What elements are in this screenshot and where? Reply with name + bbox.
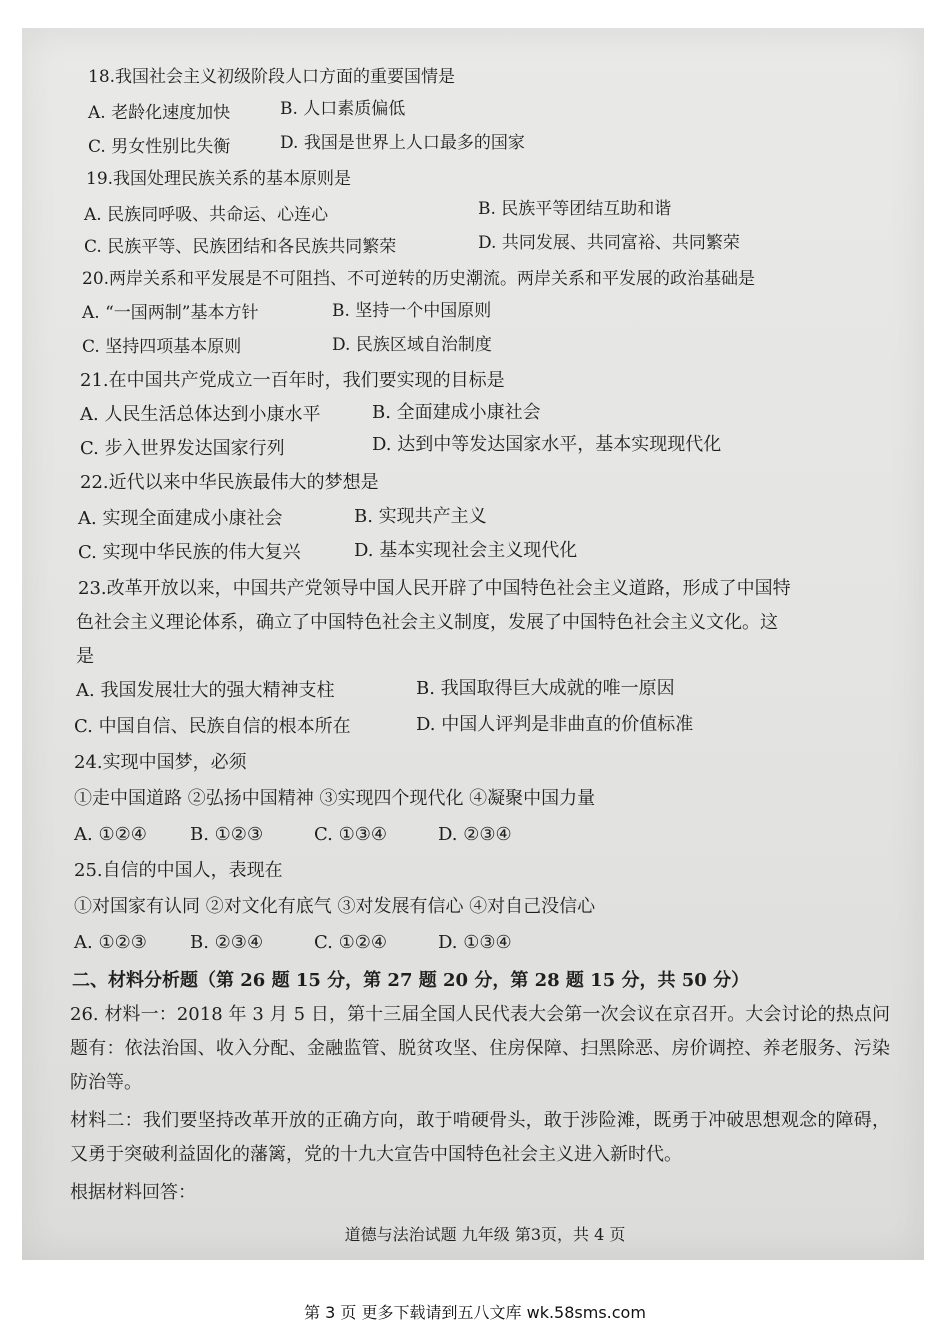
q21-option-c: C. 步入世界发达国家行列 [80, 438, 285, 459]
q22-option-b: B. 实现共产主义 [354, 506, 487, 527]
q20-option-a: A. “一国两制”基本方针 [82, 303, 259, 323]
section-2-heading: 二、材料分析题（第 26 题 15 分，第 27 题 20 分，第 28 题 15 分，共 50 分） [72, 970, 750, 991]
question-18-stem: 18.我国社会主义初级阶段人口方面的重要国情是 [88, 67, 456, 87]
q23-option-c: C. 中国自信、民族自信的根本所在 [74, 716, 351, 737]
q24-option-a: A. ①②④ [74, 824, 147, 845]
q22-option-d: D. 基本实现社会主义现代化 [354, 540, 578, 561]
question-19-stem: 19.我国处理民族关系的基本原则是 [86, 169, 352, 189]
q24-option-d: D. ②③④ [438, 824, 512, 845]
q18-option-c: C. 男女性别比失衡 [88, 137, 231, 157]
q25-option-c: C. ①②④ [314, 932, 387, 953]
q25-option-a: A. ①②③ [74, 932, 147, 953]
q22-option-a: A. 实现全面建成小康社会 [78, 508, 283, 529]
download-footer: 第 3 页 更多下载请到五八文库 wk.58sms.com [304, 1303, 646, 1322]
material-2-paragraph: 材料二：我们要坚持改革开放的正确方向，敢于啃硬骨头，敢于涉险滩，既勇于冲破思想观念的障碍，又勇于突破利益固化的藩篱，党的十九大宣告中国特色社会主义进入新时代。 [70, 1110, 890, 1165]
question-24-stem: 24.实现中国梦，必须 [74, 752, 247, 773]
question-23-stem-line-3: 是 [76, 646, 94, 667]
q19-option-b: B. 民族平等团结互助和谐 [478, 199, 672, 219]
exam-paper [70, 46, 900, 1256]
q21-option-a: A. 人民生活总体达到小康水平 [80, 404, 321, 425]
q23-option-a: A. 我国发展壮大的强大精神支柱 [76, 680, 335, 701]
q25-statements: ①对国家有认同 ②对文化有底气 ③对发展有信心 ④对自己没信心 [74, 896, 596, 917]
q24-statements: ①走中国道路 ②弘扬中国精神 ③实现四个现代化 ④凝聚中国力量 [74, 788, 596, 809]
q24-option-b: B. ①②③ [190, 824, 264, 845]
q19-option-a: A. 民族同呼吸、共命运、心连心 [84, 205, 329, 225]
q21-option-d: D. 达到中等发达国家水平，基本实现现代化 [372, 434, 722, 455]
q19-option-d: D. 共同发展、共同富裕、共同繁荣 [478, 233, 740, 253]
q20-option-d: D. 民族区域自治制度 [332, 335, 492, 355]
q20-option-b: B. 坚持一个中国原则 [332, 301, 492, 321]
q23-option-d: D. 中国人评判是非曲直的价值标准 [416, 714, 694, 735]
q23-option-b: B. 我国取得巨大成就的唯一原因 [416, 678, 675, 699]
q22-option-c: C. 实现中华民族的伟大复兴 [78, 542, 301, 563]
scanned-page-photo [22, 28, 924, 1260]
q20-option-c: C. 坚持四项基本原则 [82, 337, 242, 357]
q21-option-b: B. 全面建成小康社会 [372, 402, 541, 423]
q18-option-d: D. 我国是世界上人口最多的国家 [280, 133, 525, 153]
question-21-stem: 21.在中国共产党成立一百年时，我们要实现的目标是 [80, 370, 505, 391]
question-25-stem: 25.自信的中国人，表现在 [74, 860, 283, 881]
material-1-paragraph: 26. 材料一：2018 年 3 月 5 日，第十三届全国人民代表大会第一次会议在京召开。大会讨论的热点问题有：依法治国、收入分配、金融监管、脱贫攻坚、住房保障、扫黑除恶、房价调控、养老服务、污染防治等。 [70, 1004, 890, 1093]
exam-page-footer: 道德与法治试题 九年级 第3页，共 4 页 [344, 1225, 626, 1244]
q18-option-a: A. 老龄化速度加快 [88, 103, 231, 123]
q24-option-c: C. ①③④ [314, 824, 387, 845]
question-23-stem-line-2: 色社会主义理论体系，确立了中国特色社会主义制度，发展了中国特色社会主义文化。这 [76, 612, 778, 633]
q25-option-d: D. ①③④ [438, 932, 512, 953]
question-22-stem: 22.近代以来中华民族最伟大的梦想是 [80, 472, 379, 493]
q25-option-b: B. ②③④ [190, 932, 264, 953]
answer-prompt: 根据材料回答： [70, 1182, 196, 1203]
q19-option-c: C. 民族平等、民族团结和各民族共同繁荣 [84, 237, 397, 257]
question-23-stem-line-1: 23.改革开放以来，中国共产党领导中国人民开辟了中国特色社会主义道路，形成了中国特 [78, 578, 791, 599]
question-20-stem: 20.两岸关系和平发展是不可阻挡、不可逆转的历史潮流。两岸关系和平发展的政治基础是 [82, 269, 756, 289]
q18-option-b: B. 人口素质偏低 [280, 99, 406, 119]
